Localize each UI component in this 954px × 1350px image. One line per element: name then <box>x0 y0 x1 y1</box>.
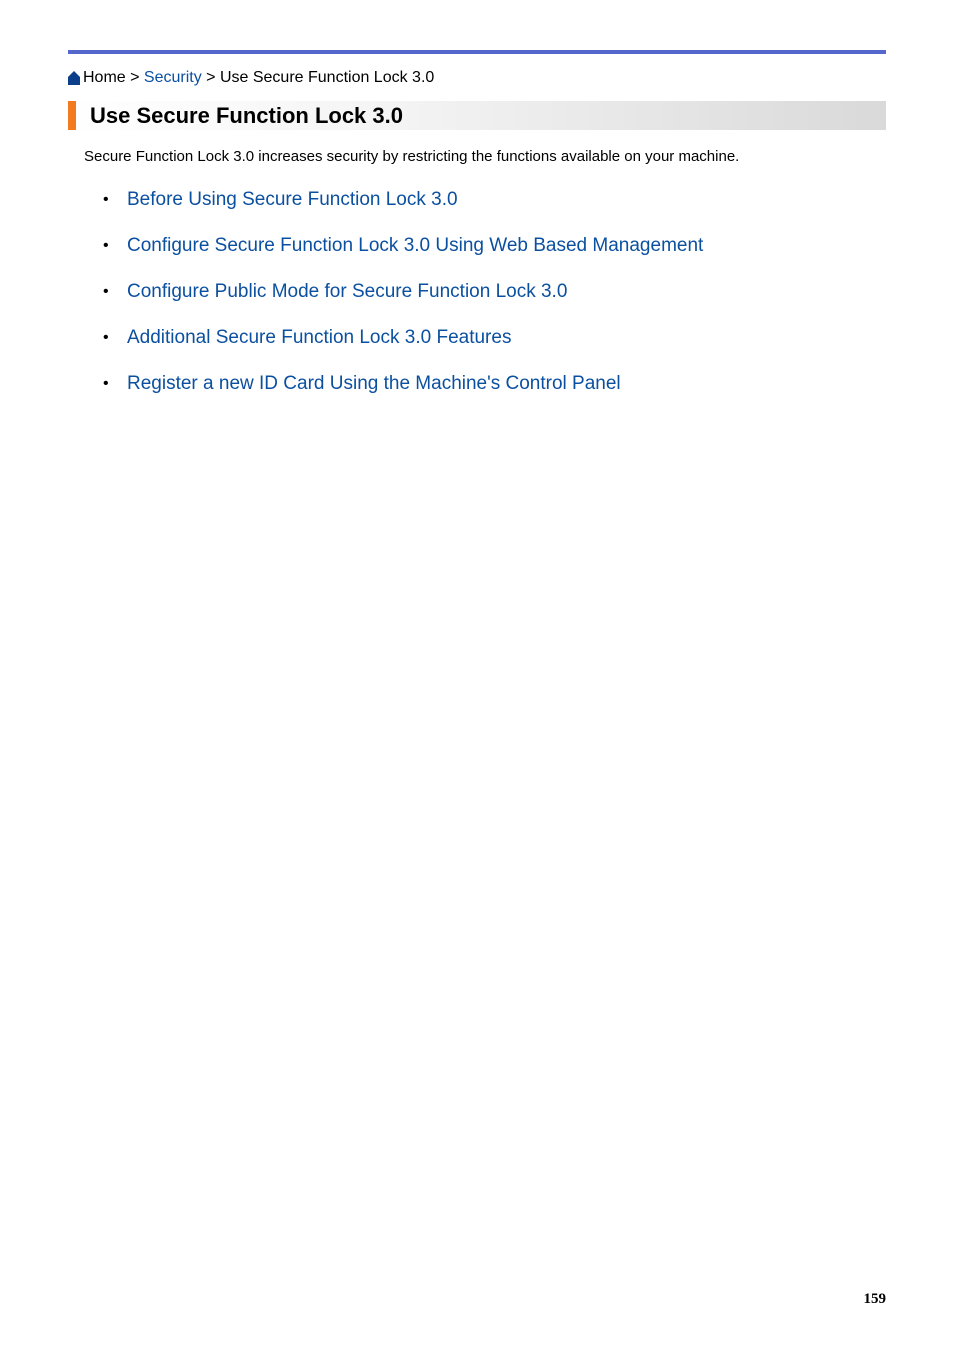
bullet: • <box>103 283 109 300</box>
bullet: • <box>103 237 109 254</box>
breadcrumb-security-link[interactable]: Security <box>143 69 202 86</box>
list-item <box>100 188 703 234</box>
home-icon[interactable] <box>68 71 80 85</box>
top-rule <box>68 50 886 54</box>
link-configure-web-management[interactable]: Configure Secure Function Lock 3.0 Using Web Based Management <box>127 235 704 256</box>
page-title: Use Secure Function Lock 3.0 <box>90 103 403 128</box>
title-accent-bar <box>68 101 76 130</box>
link-additional-features[interactable]: Additional Secure Function Lock 3.0 Features <box>127 327 512 348</box>
link-configure-public-mode[interactable]: Configure Public Mode for Secure Function Lock 3.0 <box>127 281 568 302</box>
intro-paragraph: Secure Function Lock 3.0 increases security by restricting the functions available on your machine. <box>84 148 740 165</box>
breadcrumb-current: Use Secure Function Lock 3.0 <box>219 69 435 86</box>
list-item <box>100 280 703 326</box>
title-bar <box>68 101 886 130</box>
link-before-using[interactable]: Before Using Secure Function Lock 3.0 <box>127 189 458 210</box>
list-item <box>100 326 703 372</box>
bullet: • <box>103 329 109 346</box>
page-number: 159 <box>863 1291 886 1307</box>
bullet: • <box>103 191 109 208</box>
link-register-id-card[interactable]: Register a new ID Card Using the Machine's Control Panel <box>127 373 621 394</box>
bullet: • <box>103 375 109 392</box>
breadcrumb-separator: > <box>201 69 220 86</box>
breadcrumb <box>68 68 434 88</box>
list-item <box>100 372 703 418</box>
related-topics-list <box>100 188 703 418</box>
list-item <box>100 234 703 280</box>
breadcrumb-separator: > <box>125 69 144 86</box>
breadcrumb-home[interactable]: Home <box>83 69 126 86</box>
